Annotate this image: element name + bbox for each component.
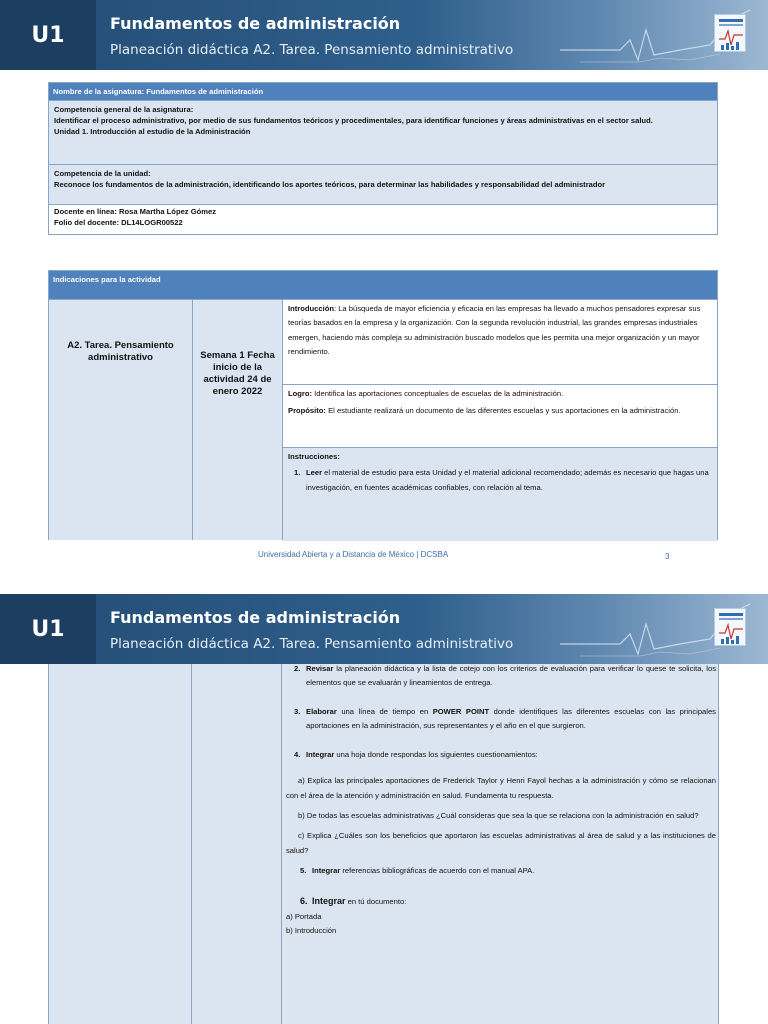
teacher-cell <box>49 204 717 234</box>
general-competence-text: Identificar el proceso administrativo, por medio de sus fundamentos teóricos y procedimentales, para identificar funciones y áreas administrativas en el sector salud. <box>54 116 653 125</box>
continuation-col2 <box>192 664 282 1024</box>
document-item-b: b) Introducción <box>286 926 337 936</box>
purpose-text: El estudiante realizará un documento de las diferentes escuelas y sus aportaciones en la administración. <box>325 406 681 416</box>
question-b: b) De todas las escuelas administrativas ¿Cuál consideras que sea la que se relaciona con la administración en salud? <box>298 810 699 820</box>
purpose-label: Propósito: <box>288 406 326 416</box>
chart-logo-icon-2 <box>714 608 746 646</box>
instruction-step-3: 3. Elaborar una línea de tiempo en POWER POINT donde identifiques las diferentes escuelas con las principales aportaciones en la administración, sus representantes y el año en el que surgieron. <box>294 706 716 731</box>
instructions-block <box>283 447 717 541</box>
general-competence-cell <box>49 100 717 164</box>
activity-table <box>48 270 718 540</box>
logro-text: Identifica las aportaciones conceptuales de escuelas de la administración. <box>312 389 564 398</box>
activity-week: Semana 1 Fecha inicio de la actividad 24 de enero 2022 <box>200 350 275 397</box>
unit-badge-2: U1 <box>0 594 96 664</box>
course-info-table <box>48 82 718 235</box>
course-title: Fundamentos de administración <box>110 14 401 33</box>
document-item-a: a) Portada <box>286 911 322 921</box>
footer-institution: Universidad Abierta y a Distancia de México | DCSBA <box>258 550 449 559</box>
unit-competence-cell <box>49 164 717 204</box>
instruction-step-6: 6. Integrar en tú documento: <box>300 895 407 906</box>
question-c: c) Explica ¿Cuáles son los beneficios que aportaron las escuelas administrativas al área de salud y a las instituciones de salud? <box>286 831 716 855</box>
activity-header: Indicaciones para la actividad <box>49 271 717 299</box>
instructions-label: Instrucciones: <box>288 452 340 461</box>
introduction-text: : La búsqueda de mayor eficiencia y eficacia en las empresas ha llevado a muchos pensadores expresar sus teorías basados en la empresa y la organización. Con la segunda revolución industrial, las grandes empresas industriales emergen, haciendo más compleja su administración buscado modelos que les permita una mejor organización y un mayor rendimiento. <box>288 304 701 357</box>
chart-logo-icon <box>714 14 746 52</box>
teacher-name: Docente en línea: Rosa Martha López Gómez <box>54 207 217 216</box>
question-a: a) Explica las principales aportaciones de Frederick Taylor y Henri Fayol hechas a la administración y cómo se relacionan con el área de la atención y administración en salud. Fundamenta tu respuesta. <box>286 776 716 800</box>
introduction-block <box>283 300 717 384</box>
activity-detail-cell <box>283 300 717 540</box>
instruction-step-1: 1. Leer el material de estudio para esta Unidad y el material adicional recomendado; además es necesario que hagas una investigación, en fuentes académicas confiables, con relación al tema. <box>294 468 709 492</box>
activity-week-cell <box>193 300 283 540</box>
page-header-2 <box>0 594 768 664</box>
introduction-label: Introducción <box>288 304 334 313</box>
instructions-continued <box>286 662 716 939</box>
instruction-step-4: 4. Integrar una hoja donde respondas los siguientes cuestionamientos: <box>294 749 538 759</box>
unit-badge: U1 <box>0 0 96 70</box>
subject-name-header: Nombre de la asignatura: Fundamentos de administración <box>49 83 717 100</box>
course-subtitle-2: Planeación didáctica A2. Tarea. Pensamiento administrativo <box>110 636 514 652</box>
continuation-col1 <box>48 664 192 1024</box>
instruction-step-2: 2. Revisar la planeación didáctica y la lista de cotejo con los criterios de evaluación para verificar lo quese te solicita, los elementos que se evaluarán y lineamientos de entrega. <box>294 664 716 688</box>
logro-purpose-block <box>283 384 717 447</box>
teacher-folio: Folio del docente: DL14LOGR00522 <box>54 218 183 227</box>
course-title-2: Fundamentos de administración <box>110 608 401 627</box>
unit-competence-text: Reconoce los fundamentos de la administración, identificando los aportes teóricos, para determinar las habilidades y responsabilidad del administrador <box>54 180 606 189</box>
logro-label: Logro: <box>288 389 313 398</box>
unit-competence-label: Competencia de la unidad: <box>54 169 151 178</box>
page-number: 3 <box>665 552 670 561</box>
unit-line: Unidad 1. Introducción al estudio de la Administración <box>54 127 251 136</box>
activity-name-cell <box>49 300 193 540</box>
general-competence-label: Competencia general de la asignatura: <box>54 105 194 114</box>
activity-name: A2. Tarea. Pensamiento administrativo <box>67 340 174 363</box>
instruction-step-5: 5. Integrar referencias bibliográficas de acuerdo con el manual APA. <box>300 866 535 876</box>
course-subtitle: Planeación didáctica A2. Tarea. Pensamiento administrativo <box>110 42 514 58</box>
page-header <box>0 0 768 70</box>
